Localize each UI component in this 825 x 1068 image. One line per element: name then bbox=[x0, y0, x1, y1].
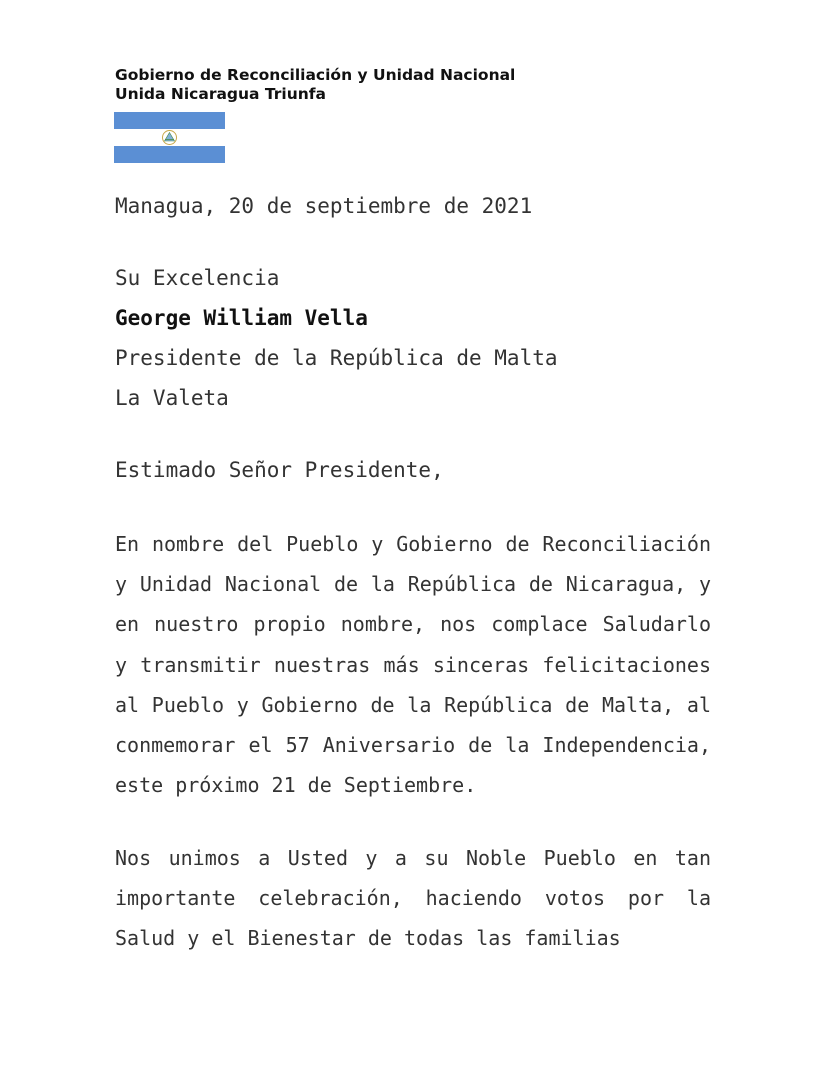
recipient-name: George William Vella bbox=[115, 306, 368, 330]
recipient-title: Presidente de la República de Malta bbox=[115, 346, 558, 370]
recipient-city: La Valeta bbox=[115, 386, 229, 410]
letterhead bbox=[115, 66, 515, 104]
flag-bottom-stripe bbox=[114, 146, 225, 163]
letterhead-slogan: Unida Nicaragua Triunfa bbox=[115, 85, 327, 103]
nicaragua-flag-icon bbox=[114, 112, 225, 163]
letter-greeting: Estimado Señor Presidente, bbox=[115, 458, 444, 482]
letter-paragraph-2: Nos unimos a Usted y a su Noble Pueblo en tan importante celebración, haciendo votos por la Salud y el Bienestar de todas las familias bbox=[115, 846, 711, 951]
letter-date: Managua, 20 de septiembre de 2021 bbox=[115, 194, 533, 218]
letterhead-government-name: Gobierno de Reconciliación y Unidad Nacional bbox=[115, 66, 516, 84]
recipient-salutation: Su Excelencia bbox=[115, 266, 280, 290]
flag-top-stripe bbox=[114, 112, 225, 129]
letter-paragraph-1: En nombre del Pueblo y Gobierno de Reconciliación y Unidad Nacional de la República de Nicaragua, y en nuestro propio nombre, nos complace Saludarlo y transmitir nuestras más sinceras felicitaciones al Pueblo y Gobierno de la República de Malta, al conmemorar el 57 Aniversario de la Independencia, este próximo 21 de Septiembre. bbox=[115, 532, 711, 798]
